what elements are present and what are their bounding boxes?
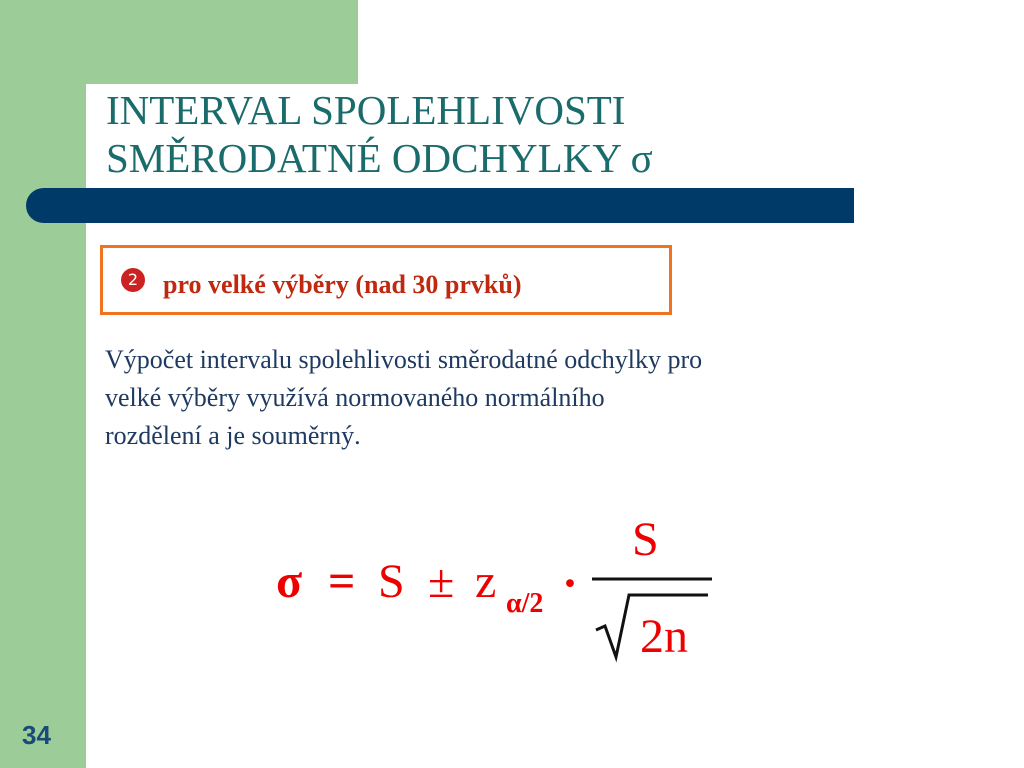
body-line-3: rozdělení a je souměrný. [105,421,361,450]
formula-sigma: σ [276,555,303,608]
formula [262,500,722,670]
formula-z: z [475,555,497,608]
number-two-icon: 2 [121,268,145,292]
callout-box [100,245,672,315]
left-green-band [0,0,86,768]
formula-dot: · [562,557,579,610]
formula-s: S [378,555,405,608]
formula-denominator: 2n [640,610,688,663]
page-number: 34 [22,720,51,750]
formula-equals: = [328,555,356,608]
title-line-2: SMĚRODATNÉ ODCHYLKY σ [106,135,653,181]
title-underline-bar [26,188,854,223]
top-green-block [86,0,358,84]
slide-title [106,86,866,182]
body-paragraph [105,341,915,455]
formula-numerator: S [632,513,659,566]
callout-text: pro velké výběry (nad 30 prvků) [163,270,522,299]
formula-subscript: α/2 [506,588,544,619]
formula-svg [262,500,722,670]
body-line-1: Výpočet intervalu spolehlivosti směrodatné odchylky pro [105,345,703,374]
title-line-1: INTERVAL SPOLEHLIVOSTI [106,87,626,133]
body-line-2: velké výběry využívá normovaného normálního [105,383,605,412]
formula-plusminus: ± [428,555,455,608]
